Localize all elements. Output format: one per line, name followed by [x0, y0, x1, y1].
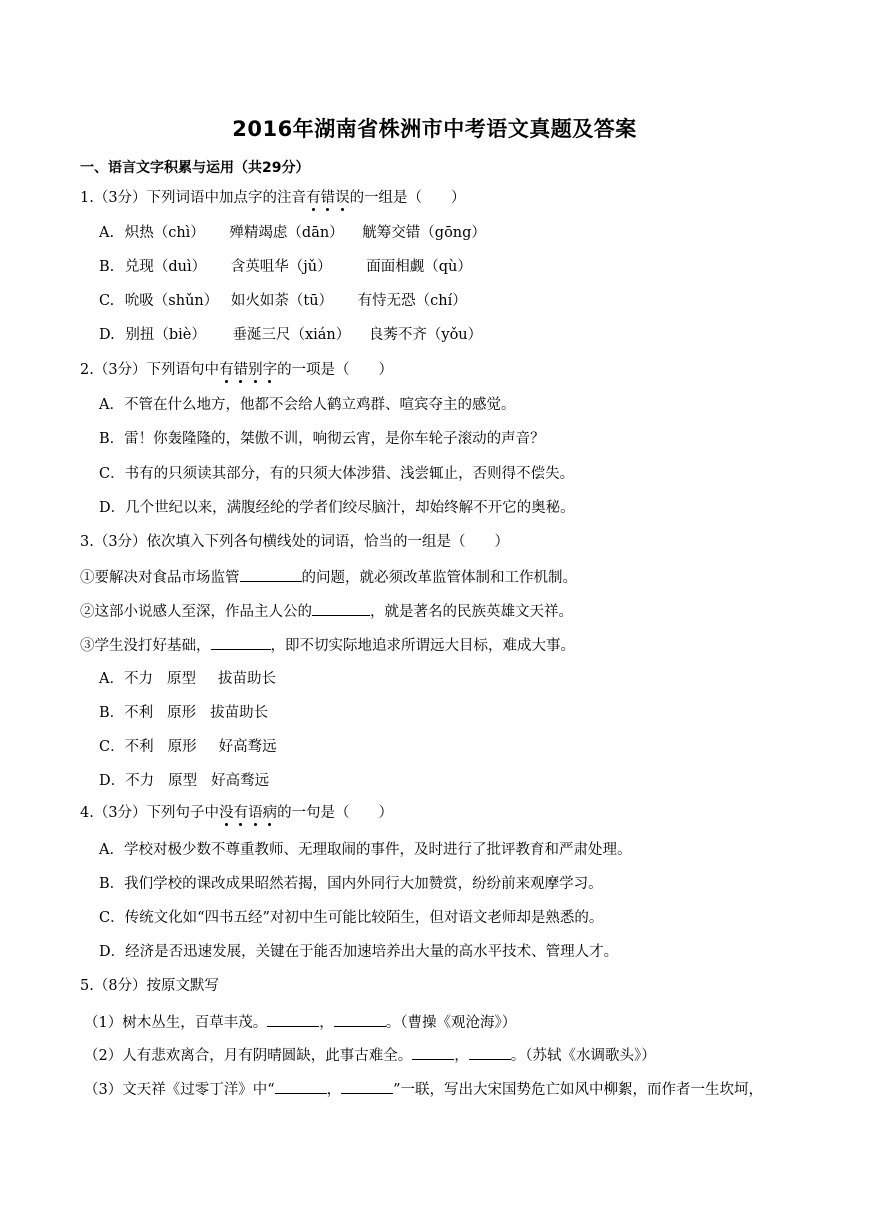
- question-4-pre: 4.（3分）下列句子中: [80, 805, 220, 821]
- emphasis-char: 别: [248, 362, 263, 378]
- question-4-post: 的一句是（ ）: [277, 805, 394, 821]
- question-5-line-2: [84, 1045, 656, 1066]
- question-2-option-d: D．几个世纪以来，满腹经纶的学者们绞尽脑汁，却始终解不开它的奥秘。: [99, 500, 575, 516]
- blank-line: [412, 1045, 454, 1060]
- option-item: 面面相觑（qù）: [366, 259, 472, 275]
- sentence-text: ，就是著名的民族英雄文天祥。: [370, 604, 573, 620]
- option-item: 良莠不齐（yǒu）: [368, 327, 483, 343]
- question-1-post: 的一组是（ ）: [349, 190, 466, 206]
- option-item: 原形: [167, 739, 197, 755]
- question-5: 5.（8分）按原文默写: [80, 978, 220, 994]
- option-letter: D.: [99, 327, 115, 343]
- blank-line: [275, 1079, 327, 1094]
- question-3-sentence-3: [80, 635, 575, 656]
- emphasis-char: 字: [262, 362, 278, 378]
- question-4-option-b: B．我们学校的课改成果昭然若揭，国内外同行大加赞赏，纷纷前来观摩学习。: [99, 876, 603, 892]
- sentence-text: ，: [454, 1048, 469, 1064]
- question-4: [80, 803, 393, 823]
- option-letter: C.: [99, 293, 115, 309]
- sentence-text: ①要解决对食品市场监管: [80, 570, 240, 586]
- sentence-text: 。（苏轼《水调歌头》）: [510, 1048, 656, 1064]
- blank-line: [334, 1012, 386, 1027]
- question-4-dotted: [219, 805, 277, 821]
- sentence-text: ③学生没打好基础，: [80, 638, 211, 654]
- emphasis-char: 错: [233, 362, 249, 378]
- section-heading: 一、语言文字积累与运用（共29分）: [80, 160, 310, 176]
- question-2-option-a: A．不管在什么地方，他都不会给人鹤立鸡群、喧宾夺主的感觉。: [99, 397, 516, 413]
- sentence-text: （2）人有悲欢离合，月有阴晴圆缺，此事古难全。: [84, 1048, 413, 1064]
- option-item: 吮吸（shǔn）: [124, 293, 219, 309]
- sentence-text: ，: [319, 1015, 334, 1031]
- option-item: 炽热（chì）: [124, 225, 205, 241]
- question-2-option-c: C．书有的只须读其部分，有的只须大体涉猎、浅尝辄止，否则得不偿失。: [99, 466, 575, 482]
- question-2-option-b: B．雷！你轰隆隆的，桀傲不训，响彻云宵，是你车轮子滚动的声音？: [99, 431, 545, 447]
- sentence-text: 。（曹操《观沧海》）: [385, 1015, 517, 1031]
- option-item: 拔苗助长: [210, 705, 269, 721]
- question-2-post: 的一项是（ ）: [277, 362, 394, 378]
- emphasis-char: 有: [306, 190, 321, 206]
- option-item: B．不利: [99, 705, 154, 721]
- question-1-option-d: [99, 325, 482, 345]
- option-item: 原形: [167, 705, 197, 721]
- sentence-text: ，: [326, 1082, 342, 1098]
- option-item: 好高骛远: [211, 773, 270, 789]
- emphasis-char: 没: [219, 805, 234, 821]
- option-item: 有恃无恐（chí）: [357, 293, 467, 309]
- question-3-option-d: [99, 771, 269, 791]
- option-letter: A.: [99, 225, 115, 241]
- option-item: D．不力: [99, 773, 155, 789]
- question-1-option-c: [99, 291, 467, 311]
- option-item: 觥筹交错（gōng）: [362, 225, 486, 241]
- emphasis-char: 误: [335, 190, 350, 206]
- option-item: 如火如荼（tū）: [230, 293, 334, 309]
- blank-line: [240, 567, 302, 582]
- question-3-option-a: [99, 669, 276, 689]
- blank-line: [341, 1079, 393, 1094]
- question-1-pre: 1.（3分）下列词语中加点字的注音: [80, 190, 307, 206]
- blank-line: [267, 1012, 319, 1027]
- question-3-option-c: [99, 737, 277, 757]
- sentence-text: （3）文天祥《过零丁洋》中“: [84, 1082, 275, 1098]
- question-2-dotted: [219, 362, 277, 378]
- sentence-text: ②这部小说感人至深，作品主人公的: [80, 604, 312, 620]
- sentence-text: （1）树木丛生，百草丰茂。: [84, 1015, 268, 1031]
- option-item: A．不力: [99, 671, 153, 687]
- blank-line: [211, 635, 271, 650]
- blank-line: [312, 601, 370, 616]
- option-item: 原型: [168, 773, 198, 789]
- emphasis-char: 病: [262, 805, 278, 821]
- sentence-text: 的问题，就必须改革监管体制和工作机制。: [301, 570, 577, 586]
- option-item: 别扭（biè）: [125, 327, 206, 343]
- option-item: C．不利: [99, 739, 154, 755]
- page-title: 2016年湖南省株洲市中考语文真题及答案: [232, 117, 637, 141]
- question-5-line-1: [84, 1012, 516, 1033]
- emphasis-char: 错: [320, 190, 336, 206]
- question-2: [80, 360, 393, 380]
- option-item: 含英咀华（jǔ）: [230, 259, 332, 275]
- blank-line: [469, 1045, 511, 1060]
- question-4-option-c: C．传统文化如“四书五经”对初中生可能比较陌生，但对语文老师却是熟悉的。: [99, 910, 604, 926]
- option-item: 殚精竭虑（dān）: [229, 225, 344, 241]
- option-item: 兑现（duì）: [124, 259, 207, 275]
- emphasis-char: 语: [248, 805, 263, 821]
- emphasis-char: 有: [219, 362, 234, 378]
- question-3-sentence-2: [80, 601, 573, 622]
- question-1-dotted: [306, 190, 350, 206]
- question-2-pre: 2.（3分）下列语句中: [80, 362, 220, 378]
- question-5-line-3: [84, 1079, 763, 1100]
- question-4-option-a: A．学校对极少数不尊重教师、无理取闹的事件，及时进行了批评教育和严肃处理。: [99, 842, 632, 858]
- option-item: 好高骛远: [218, 739, 277, 755]
- option-item: 原型: [166, 671, 196, 687]
- sentence-text: ，即不切实际地追求所谓远大目标，难成大事。: [270, 638, 575, 654]
- option-letter: B.: [99, 259, 115, 275]
- question-4-option-d: D．经济是否迅速发展，关键在于能否加速培养出大量的高水平技术、管理人才。: [99, 944, 619, 960]
- option-item: 垂涎三尺（xián）: [232, 327, 351, 343]
- question-1-option-b: [99, 257, 472, 277]
- question-3-option-b: [99, 703, 268, 723]
- question-1: [80, 188, 466, 208]
- question-3-sentence-1: [80, 567, 577, 588]
- question-1-option-a: [99, 223, 486, 243]
- option-item: 拔苗助长: [217, 671, 276, 687]
- sentence-text: ”一联，写出大宋国势危亡如风中柳絮，而作者一生坎坷，: [393, 1082, 764, 1098]
- emphasis-char: 有: [233, 805, 249, 821]
- question-3: 3.（3分）依次填入下列各句横线处的词语，恰当的一组是（ ）: [80, 534, 510, 550]
